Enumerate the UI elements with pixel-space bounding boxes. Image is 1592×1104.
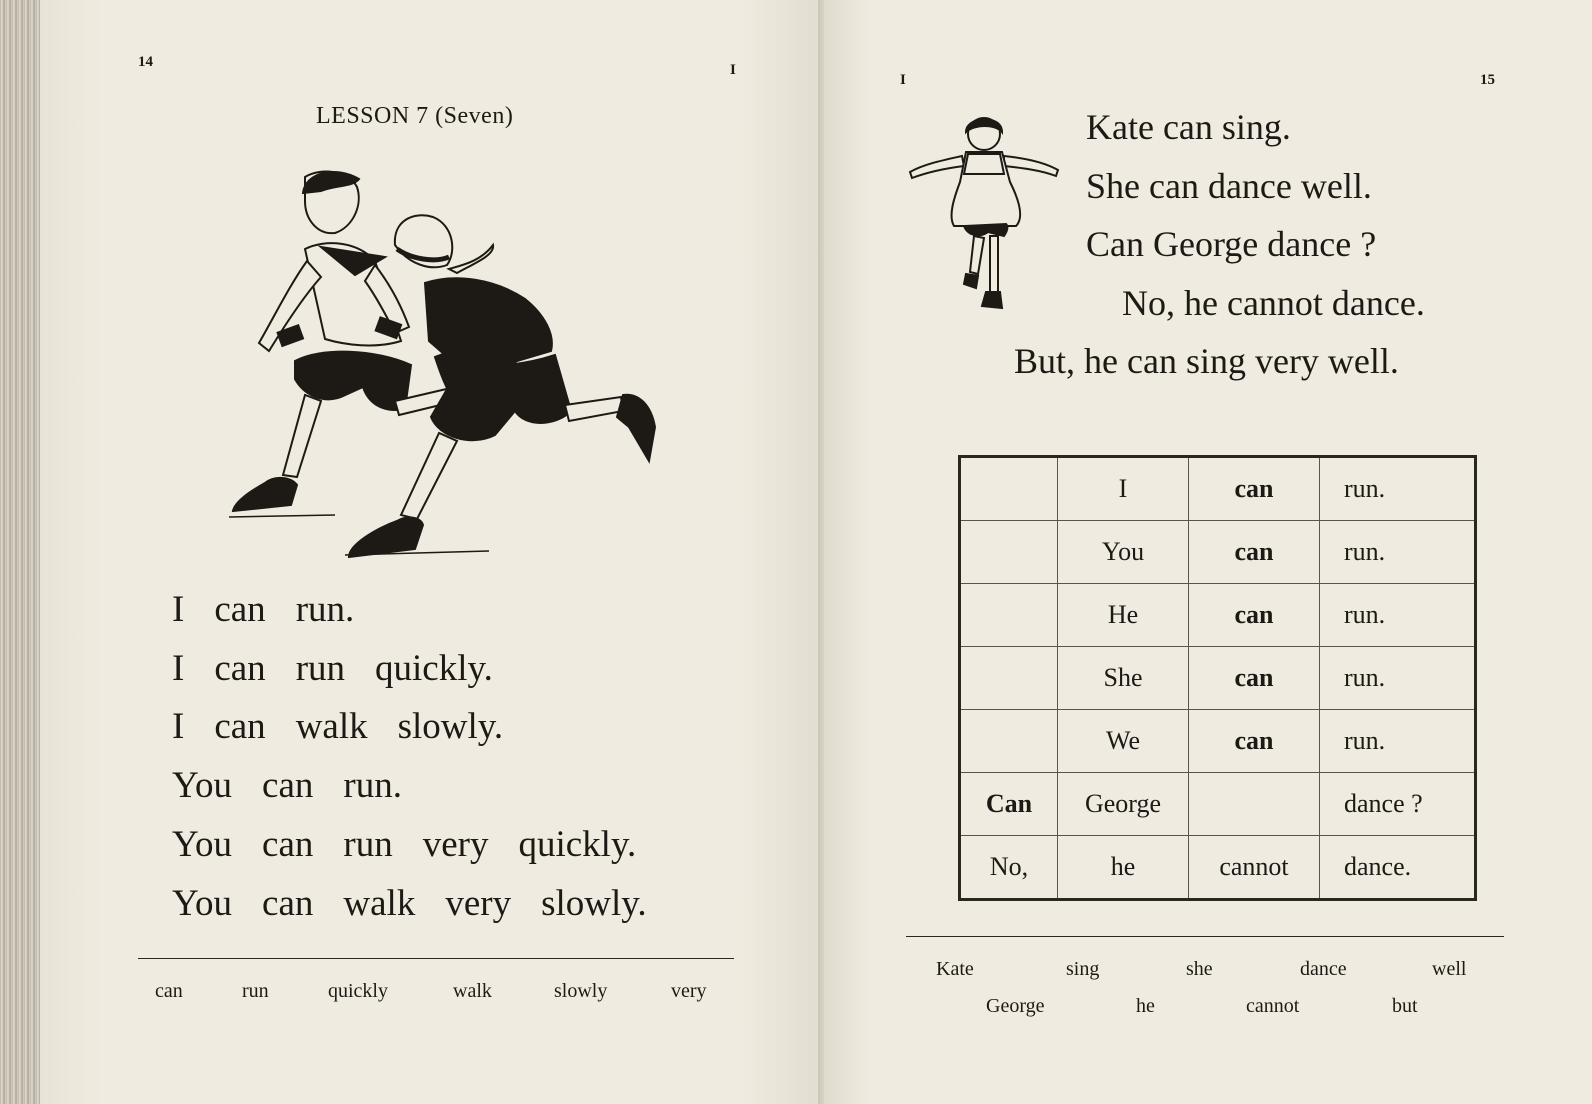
word: can [262, 883, 314, 924]
table-cell [960, 457, 1058, 521]
sentence-4 [172, 764, 432, 807]
vocab-word: she [1186, 958, 1213, 980]
table-cell: run. [1320, 710, 1476, 773]
vocab-word: slowly [554, 980, 608, 1002]
table-cell: George [1058, 773, 1189, 836]
girl-dancing-illustration [904, 112, 1064, 317]
word: slowly. [541, 883, 647, 924]
word: can [214, 648, 266, 689]
sentence-3 [172, 705, 533, 748]
word: run [343, 824, 393, 865]
vocab-word: Kate [936, 958, 974, 980]
lesson-title: LESSON 7 (Seven) [316, 103, 514, 129]
story-line-2: She can dance well. [1086, 166, 1372, 206]
vocab-word: quickly [328, 980, 388, 1002]
vocab-word: sing [1066, 958, 1100, 980]
word: can [214, 706, 266, 747]
word: very [445, 883, 512, 924]
word: I [172, 706, 185, 747]
word: run. [343, 765, 402, 806]
story-line-1: Kate can sing. [1086, 107, 1291, 147]
left-page-number: 14 [138, 54, 153, 70]
table-row [960, 773, 1476, 836]
table-cell: You [1058, 521, 1189, 584]
table-row [960, 521, 1476, 584]
sentence-1 [172, 588, 384, 631]
word: You [172, 765, 233, 806]
table-cell: can [1189, 521, 1320, 584]
table-cell: He [1058, 584, 1189, 647]
table-cell: can [1189, 584, 1320, 647]
table-cell: can [1189, 457, 1320, 521]
table-cell: run. [1320, 584, 1476, 647]
vocab-word: walk [453, 980, 492, 1002]
table-cell: We [1058, 710, 1189, 773]
table-cell: dance ? [1320, 773, 1476, 836]
table-cell: run. [1320, 457, 1476, 521]
vocab-word: run [242, 980, 269, 1002]
word: You [172, 824, 233, 865]
table-row [960, 584, 1476, 647]
vocab-word: cannot [1246, 995, 1300, 1017]
table-row [960, 836, 1476, 900]
word: can [214, 589, 266, 630]
page-edges [0, 0, 40, 1104]
table-row [960, 647, 1476, 710]
table-cell: run. [1320, 647, 1476, 710]
word: walk [343, 883, 416, 924]
word: quickly. [375, 648, 493, 689]
table-cell: can [1189, 647, 1320, 710]
table-row [960, 457, 1476, 521]
table-cell: can [1189, 710, 1320, 773]
word: You [172, 883, 233, 924]
word: slowly. [397, 706, 504, 747]
table-cell [960, 647, 1058, 710]
word: quickly. [518, 824, 637, 865]
story-line-5: But, he can sing very well. [1014, 341, 1399, 381]
vocab-word: he [1136, 995, 1155, 1017]
word: I [172, 648, 185, 689]
right-page-number: 15 [1480, 72, 1495, 88]
vocab-word: well [1432, 958, 1467, 980]
vocab-word: can [155, 980, 183, 1002]
vocab-word: but [1392, 995, 1418, 1017]
word: can [262, 765, 314, 806]
right-divider [906, 936, 1504, 937]
table-cell: Can [960, 773, 1058, 836]
vocab-word: George [986, 995, 1045, 1017]
two-boys-running-illustration [225, 165, 665, 570]
table-cell [960, 521, 1058, 584]
sentence-2 [172, 647, 523, 690]
word: can [262, 824, 314, 865]
word: walk [295, 706, 368, 747]
right-margin-mark: I [900, 72, 906, 88]
story-line-4: No, he cannot dance. [1122, 283, 1425, 323]
table-cell [960, 710, 1058, 773]
vocab-word: very [671, 980, 707, 1002]
word: I [172, 589, 185, 630]
sentence-5 [172, 823, 666, 866]
table-cell: I [1058, 457, 1189, 521]
sentence-drill-table [958, 455, 1477, 901]
sentence-6 [172, 882, 677, 925]
table-cell [1189, 773, 1320, 836]
word: very [422, 824, 489, 865]
table-cell: he [1058, 836, 1189, 900]
table-cell: cannot [1189, 836, 1320, 900]
story-line-3: Can George dance ? [1086, 224, 1377, 264]
table-cell: dance. [1320, 836, 1476, 900]
vocab-word: dance [1300, 958, 1347, 980]
table-row [960, 710, 1476, 773]
table-cell: run. [1320, 521, 1476, 584]
word: run [295, 648, 346, 689]
table-cell [960, 584, 1058, 647]
table-cell: No, [960, 836, 1058, 900]
table-cell: She [1058, 647, 1189, 710]
left-divider [138, 958, 734, 959]
word: run. [295, 589, 355, 630]
left-margin-mark: I [730, 62, 736, 78]
